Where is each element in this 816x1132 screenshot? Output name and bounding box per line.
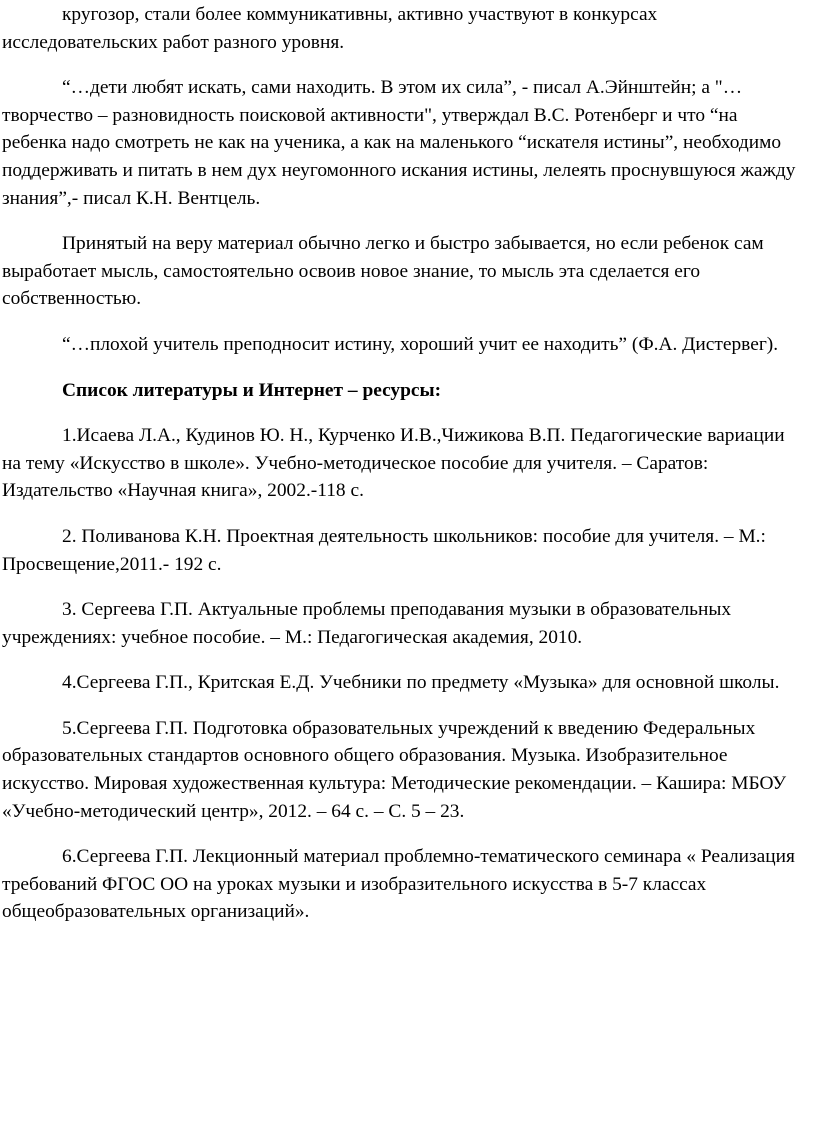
- reference-item-1: 1.Исаева Л.А., Кудинов Ю. Н., Курченко И.В.,Чижикова В.П. Педагогические вариации на тему «Искусство в школе». Учебно-методическое пособие для учителя. – Саратов: Издательство «Научная книга», 2002.-118 с.: [2, 425, 785, 502]
- reference-item-5: 5.Сергеева Г.П. Подготовка образовательных учреждений к введению Федеральных образовательных стандартов основного общего образования. Музыка. Изобразительное искусство. Мировая художественная культура: Методические рекомендации. – Кашира: МБОУ «Учебно-методический центр», 2012. – 64 с. – С. 5 – 23.: [2, 717, 787, 822]
- reference-item-3: 3. Сергеева Г.П. Актуальные проблемы преподавания музыки в образовательных учреждениях: учебное пособие. – М.: Педагогическая академия, 2010.: [2, 599, 732, 648]
- reference-item-6: 6.Сергеева Г.П. Лекционный материал проблемно-тематического семинара « Реализация требований ФГОС ОО на уроках музыки и изобразительного искусства в 5-7 классах общеобразовательных организаций».: [2, 846, 795, 923]
- paragraph-einstein-quote: “…дети любят искать, сами находить. В этом их сила”, - писал А.Эйнштейн; а "…творчество – разновидность поисковой активности", утверждал В.С. Ротенберг и что “на ребенка надо смотреть не как на ученика, а как на маленького “искателя истины”, необходимо поддерживать и питать в нем дух неугомонного искания истины, лелеять проснувшуюся жажду знания”,- писал К.Н. Вентцель.: [2, 77, 796, 209]
- reference-item-4: 4.Сергеева Г.П., Критская Е.Д. Учебники по предмету «Музыка» для основной школы.: [62, 672, 780, 694]
- reference-item-2: 2. Поливанова К.Н. Проектная деятельность школьников: пособие для учителя. – М.: Просвещение,2011.- 192 с.: [2, 525, 766, 575]
- paragraph-continuation: кругозор, стали более коммуникативны, активно участвуют в конкурсах исследовательских работ разного уровня.: [2, 4, 658, 53]
- paragraph-learning: Принятый на веру материал обычно легко и быстро забывается, но если ребенок сам выработает мысль, самостоятельно освоив новое знание, то мысль эта сделается его собственностью.: [2, 233, 764, 310]
- references-heading: Список литературы и Интернет – ресурсы:: [62, 379, 442, 401]
- paragraph-disterweg-quote: “…плохой учитель преподносит истину, хороший учит ее находить” (Ф.А. Дистервег).: [62, 333, 779, 355]
